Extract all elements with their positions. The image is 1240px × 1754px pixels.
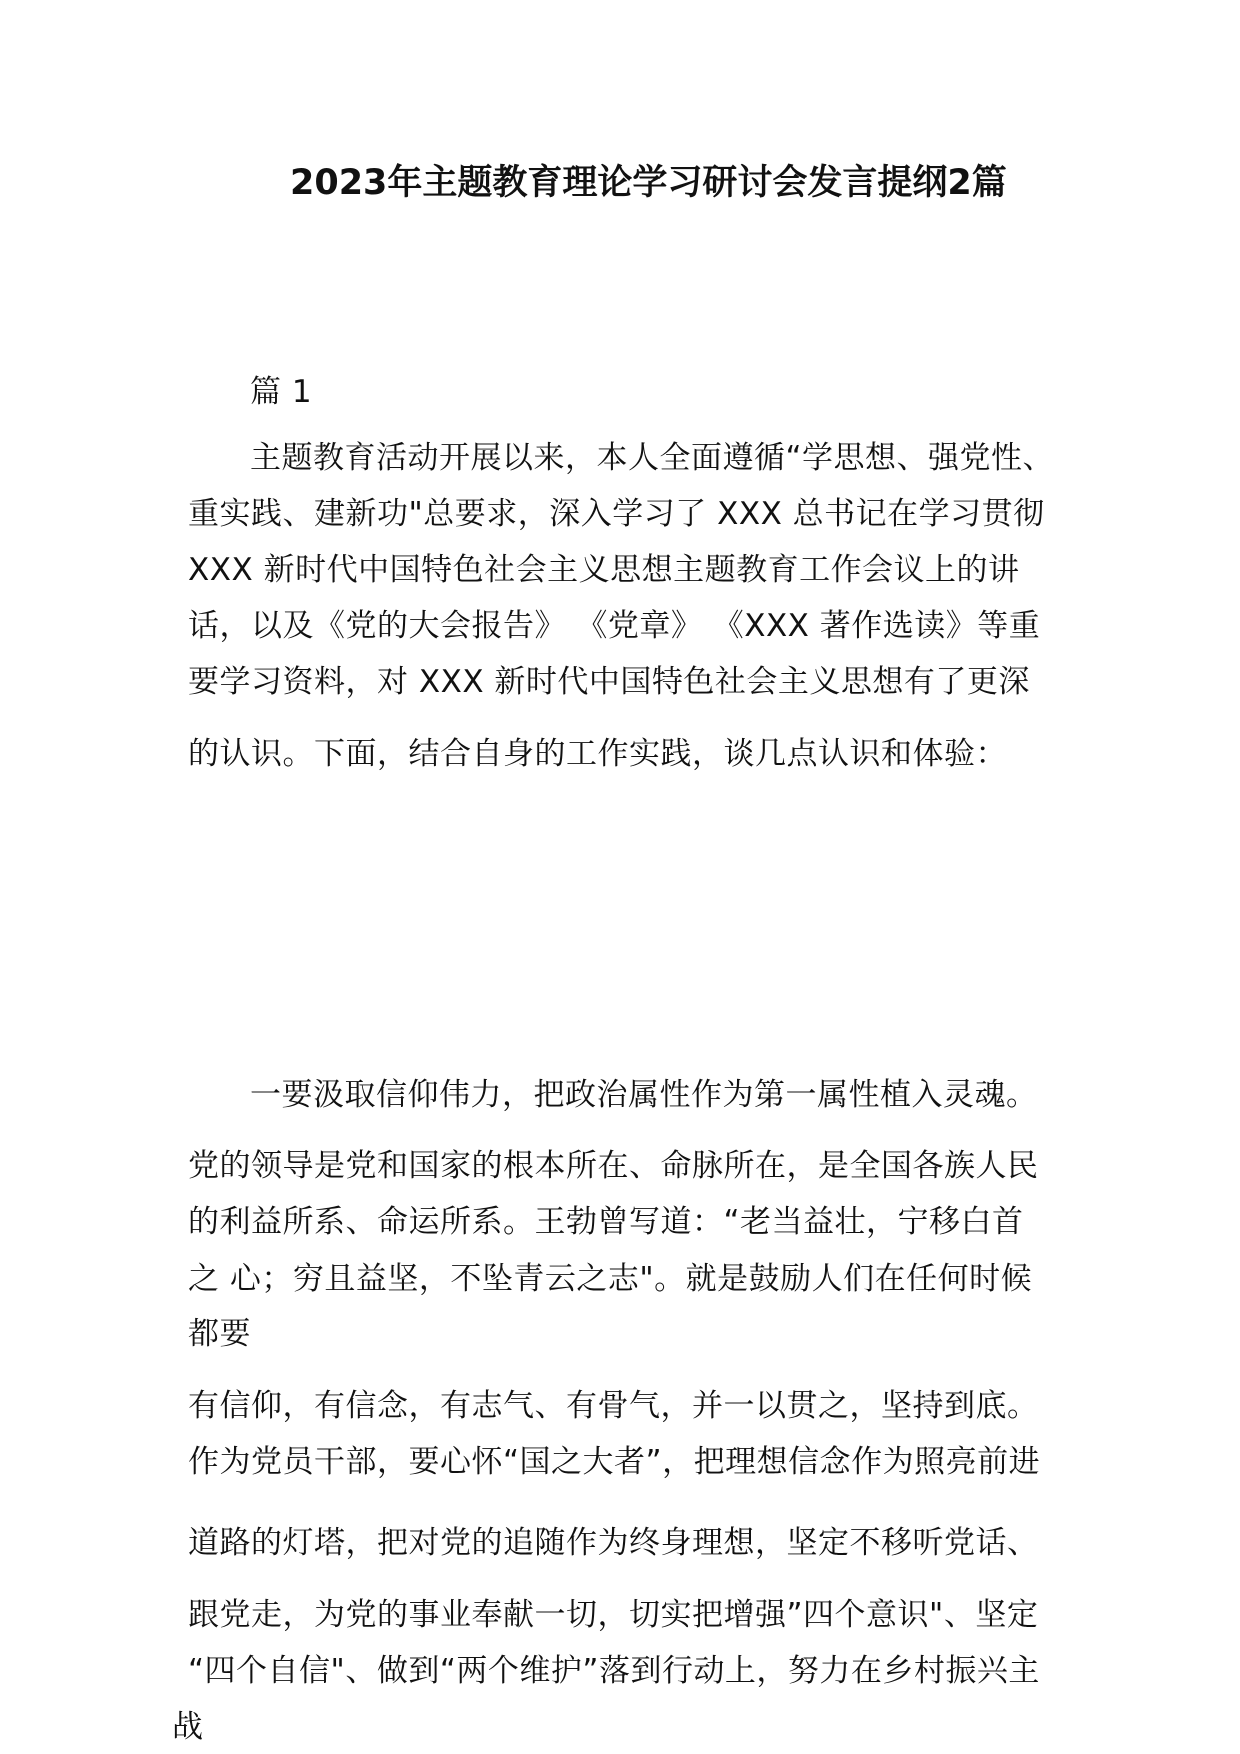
paragraph-line: 党的领导是党和国家的根本所在、命脉所在，是全国各族人民 bbox=[188, 1148, 1039, 1184]
paragraph-line: 要学习资料，对 XXX 新时代中国特色社会主义思想有了更深 bbox=[188, 664, 1030, 700]
paragraph-line: 重实践、建新功"总要求，深入学习了 XXX 总书记在学习贯彻 bbox=[188, 496, 1045, 532]
paragraph-line: 的认识。下面，结合自身的工作实践，谈几点认识和体验： bbox=[188, 736, 1007, 772]
paragraph-line: 跟党走，为党的事业奉献一切，切实把增强”四个意识"、坚定 bbox=[188, 1597, 1039, 1633]
paragraph-line: 主题教育活动开展以来，本人全面遵循“学思想、强党性、 bbox=[250, 440, 1055, 476]
paragraph-line: 有信仰，有信念，有志气、有骨气，并一以贯之，坚持到底。 bbox=[188, 1388, 1039, 1424]
paragraph-line: 作为党员干部，要心怀“国之大者”，把理想信念作为照亮前进 bbox=[188, 1444, 1041, 1480]
document-title: 2023年主题教育理论学习研讨会发言提纲2篇 bbox=[290, 163, 1007, 203]
paragraph-line: 话，以及《党的大会报告》 《党章》 《XXX 著作选读》等重 bbox=[188, 608, 1041, 644]
section-heading: 篇 1 bbox=[250, 374, 313, 410]
paragraph-line: 一要汲取信仰伟力，把政治属性作为第一属性植入灵魂。 bbox=[250, 1077, 1038, 1113]
paragraph-line: XXX 新时代中国特色社会主义思想主题教育工作会议上的讲 bbox=[188, 552, 1020, 588]
paragraph-line: 道路的灯塔，把对党的追随作为终身理想，坚定不移听党话、 bbox=[188, 1525, 1039, 1561]
paragraph-line: 之 心；穷且益坚，不坠青云之志"。就是鼓励人们在任何时候 bbox=[188, 1261, 1033, 1297]
paragraph-line: 都要 bbox=[188, 1316, 251, 1352]
paragraph-line: 的利益所系、命运所系。王勃曾写道：“老当益壮，宁移白首 bbox=[188, 1204, 1024, 1240]
paragraph-line: 战 bbox=[172, 1709, 204, 1745]
paragraph-line: “四个自信"、做到“两个维护”落到行动上，努力在乡村振兴主 bbox=[188, 1653, 1040, 1689]
